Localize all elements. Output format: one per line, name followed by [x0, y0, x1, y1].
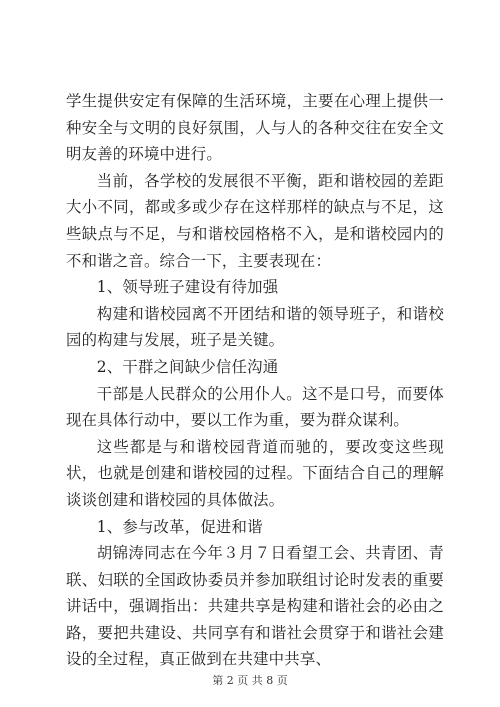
- paragraph-leadership: 构建和谐校园离不开团结和谐的领导班子，和谐校园的构建与发展，班子是关键。: [66, 304, 444, 350]
- section-heading-reform: 1、参与改革，促进和谐: [96, 517, 263, 536]
- document-body: [66, 88, 444, 673]
- paragraph-reform: 胡锦涛同志在今年３月７日看望工会、共青团、青联、妇联的全国政协委员并参加联组讨论时发表的重要讲话中，强调指出：共建共享是构建和谐社会的必由之路，要把共建设、共同享有和谐社会贯穿于和谐社会建设的全过程，真正做到在共建中共享、: [66, 544, 444, 669]
- section-heading-leadership: 1、领导班子建设有待加强: [96, 278, 279, 297]
- page-number-footer: 第 2 页 共 8 页: [212, 674, 288, 687]
- paragraph-current-situation: 当前，各学校的发展很不平衡，距和谐校园的差距大小不同，都或多或少存在这样那样的缺点与不足，这些缺点与不足，与和谐校园格格不入，是和谐校园内的不和谐之音。综合一下，主要表现在：: [66, 171, 444, 270]
- section-heading-trust: 2、干群之间缺少信任沟通: [96, 357, 279, 376]
- paragraph-trust: 干部是人民群众的公用仆人。这不是口号，而要体现在具体行动中，要以工作为重，要为群众谋利。: [66, 384, 444, 430]
- paragraph-continuation: 学生提供安定有保障的生活环境，主要在心理上提供一种安全与文明的良好氛围，人与人的各种交往在安全文明友善的环境中进行。: [66, 92, 444, 164]
- paragraph-transition: 这些都是与和谐校园背道而驰的，要改变这些现状，也就是创建和谐校园的过程。下面结合自己的理解谈谈创建和谐校园的具体做法。: [66, 437, 444, 509]
